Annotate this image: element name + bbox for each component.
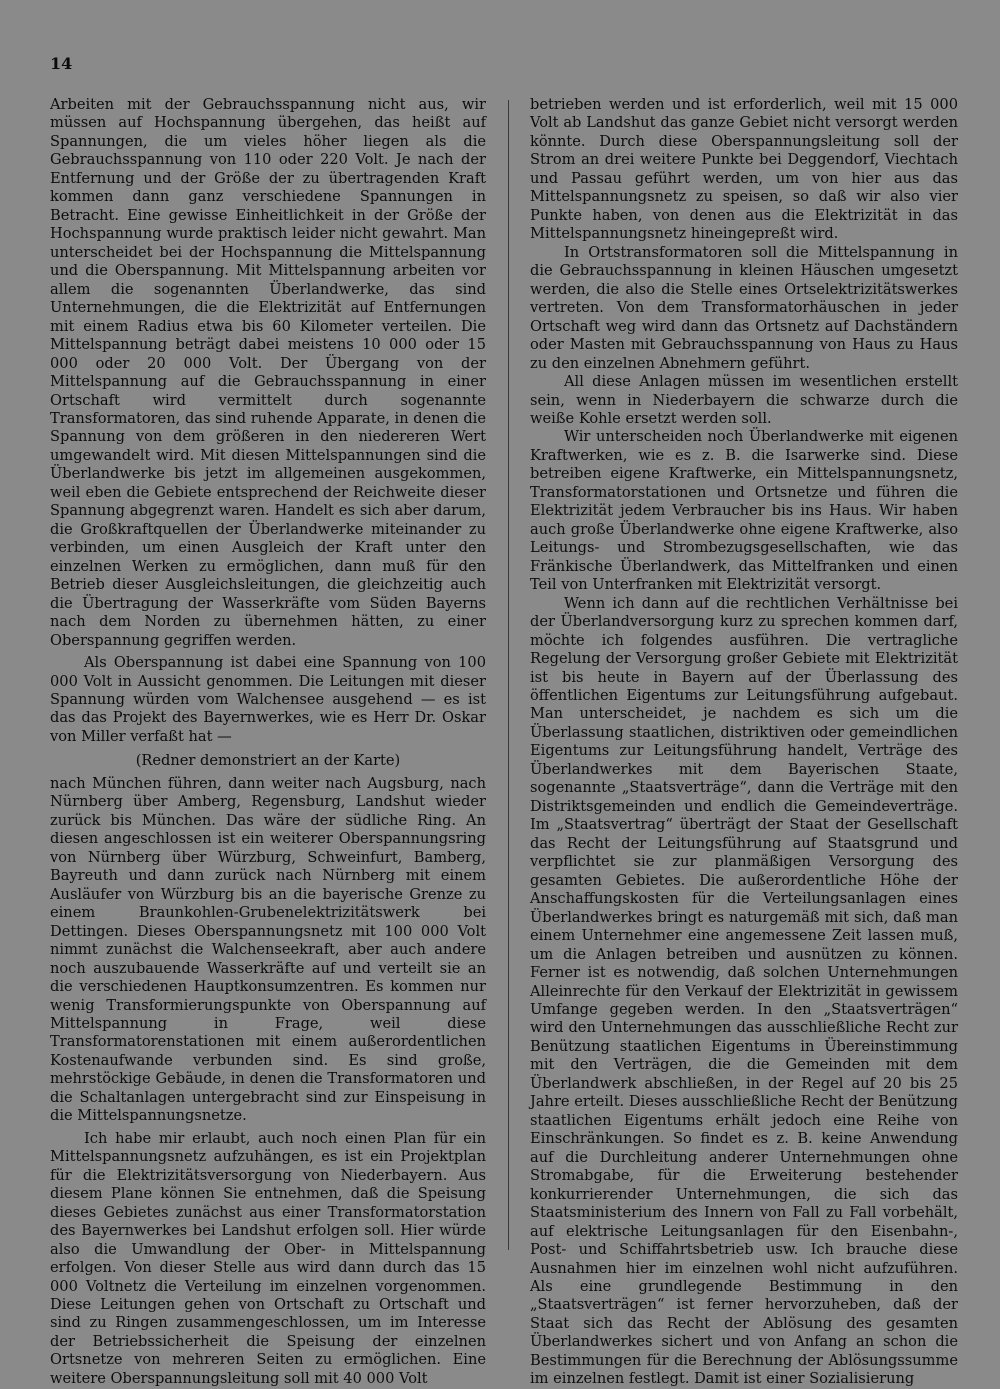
paragraph: Als Oberspannung ist dabei eine Spannung von 100 000 Volt in Aussicht genommen. Die Leitungen mit dieser Spannung würden vom Walchensee ausgehend — es ist das das Projekt des Bayernwerkes, wie es Herr Dr. Oskar von Miller verfaßt hat — [50, 654, 486, 745]
paragraph: Wir unterscheiden noch Überlandwerke mit eigenen Kraftwerken, wie es z. B. die Isarwerke sind. Diese betreiben eigene Kraftwerke, ein Mittelspannungsnetz, Transformatorstationen und Ortsnetze und führen die Elektrizität jedem Verbraucher bis ins Haus. Wir haben auch große Überlandwerke ohne eigene Kraftwerke, also Leitungs- und Strombezugsgesellschaften, wie das Fränkische Überlandwerk, das Mittelfranken und einen Teil von Unterfranken mit Elektrizität versorgt. [530, 428, 958, 594]
paragraph: Wenn ich dann auf die rechtlichen Verhältnisse bei der Überlandversorgung kurz zu sprechen kommen darf, möchte ich folgendes ausführen. Die vertragliche Regelung der Versorgung großer Gebiete mit Elektrizität ist bis heute in Bayern auf der Überlassung des öffentlichen Eigentums zur Leitungsführung aufgebaut. Man unterscheidet, je nachdem es sich um die Überlassung staatlichen, distriktiven oder gemeindlichen Eigentums zur Leitungsführung handelt, Verträge des Überlandwerkes mit dem Bayerischen Staate, sogenannte „Staatsverträge“, dann die Verträge mit den Distriktsgemeinden und endlich die Gemeindeverträge. Im „Staatsvertrag“ überträgt der Staat der Gesellschaft das Recht der Leitungsführung auf Staatsgrund und verpflichtet sie zur planmäßigen Versorgung des gesamten Gebietes. Die außerordentliche Höhe der Anschaffungskosten für die Verteilungsanlagen eines Überlandwerkes bringt es naturgemäß mit sich, daß man einem Unternehmer eine angemessene Zeit lassen muß, um die Anlagen betreiben und ausnützen zu können. Ferner ist es notwendig, daß solchen Unternehmungen Alleinrechte für den Verkauf der Elektrizität in gewissem Umfange gegeben werden. In den „Staatsverträgen“ wird den Unternehmungen das ausschließliche Recht zur Benützung staatlichen Eigentums in Übereinstimmung mit den Verträgen, die die Gemeinden mit dem Überlandwerk abschließen, in der Regel auf 20 bis 25 Jahre erteilt. Dieses ausschließliche Recht der Benützung staatlichen Eigentums erhält jedoch eine Reihe von Einschränkungen. So findet es z. B. keine Anwendung auf die Durchleitung anderer Unternehmungen ohne Stromabgabe, für die Erweiterung bestehender konkurrierender Unternehmungen, die sich das Staatsministerium des Innern von Fall zu Fall vorbehält, auf elektrische Leitungsanlagen für den Eisenbahn-, Post- und Schiffahrtsbetrieb usw. Ich brauche diese Ausnahmen hier im einzelnen wohl nicht aufzuführen. Als eine grundlegende Bestimmung in den „Staatsverträgen“ ist ferner hervorzuheben, daß der Staat sich das Recht der Ablösung des gesamten Überlandwerkes sichert und von Anfang an schon die Bestimmungen für die Berechnung der Ablösungssumme im einzelnen festlegt. Damit ist einer Sozialisierung [530, 594, 958, 1388]
left-column [50, 96, 486, 1388]
paragraph: In Ortstransformatoren soll die Mittelspannung in die Gebrauchsspannung in kleinen Häuschen umgesetzt werden, die also die Stelle eines Ortselektrizitätswerkes vertreten. Von dem Transformatorhäuschen in jeder Ortschaft weg wird dann das Ortsnetz auf Dachständern oder Masten mit Gebrauchsspannung von Haus zu Haus zu den einzelnen Abnehmern geführt. [530, 243, 958, 372]
column-divider [508, 100, 509, 1250]
paragraph: nach München führen, dann weiter nach Augsburg, nach Nürnberg über Amberg, Regensburg, Landshut wieder zurück bis München. Das wäre der südliche Ring. An diesen angeschlossen ist ein weiterer Oberspannungsring von Nürnberg über Würzburg, Schweinfurt, Bamberg, Bayreuth und dann zurück nach Nürnberg mit einem Ausläufer von Würzburg bis an die bayerische Grenze zu einem Braunkohlen-Grubenelektrizitätswerk bei Dettingen. Dieses Oberspannungsnetz mit 100 000 Volt nimmt zunächst die Walchenseekraft, aber auch andere noch auszubauende Wasserkräfte auf und verteilt sie an die verschiedenen Hauptkonsumzentren. Es kommen nur wenig Transformierungspunkte von Oberspannung auf Mittelspannung in Frage, weil diese Transformatorenstationen mit einem außerordentlichen Kostenaufwande verbunden sind. Es sind große, mehrstöckige Gebäude, in denen die Transformatoren und die Schaltanlagen untergebracht sind zur Einspeisung in die Mittelspannungsnetze. [50, 774, 486, 1125]
paragraph: All diese Anlagen müssen im wesentlichen erstellt sein, wenn in Niederbayern die schwarze durch die weiße Kohle ersetzt werden soll. [530, 373, 958, 427]
page-number: 14 [50, 54, 73, 73]
paragraph: betrieben werden und ist erforderlich, weil mit 15 000 Volt ab Landshut das ganze Gebiet nicht versorgt werden könnte. Durch diese Oberspannungsleitung soll der Strom an drei weitere Punkte bei Deggendorf, Viechtach und Passau geführt werden, um von hier aus das Mittelspannungsnetz zu speisen, so daß wir also vier Punkte haben, von denen aus die Elektrizität in das Mittelspannungsnetz hineingepreßt wird. [530, 96, 958, 243]
paragraph: Ich habe mir erlaubt, auch noch einen Plan für ein Mittelspannungsnetz aufzuhängen, es ist ein Projektplan für die Elektrizitätsversorgung von Niederbayern. Aus diesem Plane können Sie entnehmen, daß die Speisung dieses Gebietes zunächst aus einer Transformatorstation des Bayernwerkes bei Landshut erfolgen soll. Hier würde also die Umwandlung der Ober- in Mittelspannung erfolgen. Von dieser Stelle aus wird dann durch das 15 000 Voltnetz die Verteilung im einzelnen vorgenommen. Diese Leitungen gehen von Ortschaft zu Ortschaft und sind zu Ringen zusammengeschlossen, um im Interesse der Betriebssicherheit die Speisung der einzelnen Ortsnetze von mehreren Seiten zu ermöglichen. Eine weitere Oberspannungsleitung soll mit 40 000 Volt [50, 1129, 486, 1387]
paragraph: Arbeiten mit der Gebrauchsspannung nicht aus, wir müssen auf Hochspannung übergehen, das heißt auf Spannungen, die um vieles höher liegen als die Gebrauchsspannung von 110 oder 220 Volt. Je nach der Entfernung und der Größe der zu übertragenden Kraft kommen dann ganz verschiedene Spannungen in Betracht. Eine gewisse Einheitlichkeit in der Größe der Hochspannung wurde praktisch leider nicht gewahrt. Man unterscheidet bei der Hochspannung die Mittelspannung und die Oberspannung. Mit Mittelspannung arbeiten vor allem die sogenannten Überlandwerke, das sind Unternehmungen, die die Elektrizität auf Entfernungen mit einem Radius etwa bis 60 Kilometer verteilen. Die Mittelspannung beträgt dabei meistens 10 000 oder 15 000 oder 20 000 Volt. Der Übergang von der Mittelspannung auf die Gebrauchsspannung in einer Ortschaft wird vermittelt durch sogenannte Transformatoren, das sind ruhende Apparate, in denen die Spannung von dem größeren in den niedereren Wert umgewandelt wird. Mit diesen Mittelspannungen sind die Überlandwerke bis jetzt im allgemeinen ausgekommen, weil eben die Gebiete entsprechend der Reichweite dieser Spannung abgegrenzt waren. Handelt es sich aber darum, die Großkraftquellen der Überlandwerke miteinander zu verbinden, um einen Ausgleich der Kraft unter den einzelnen Werken zu ermöglichen, dann muß für den Betrieb dieser Ausgleichsleitungen, die gleichzeitig auch die Übertragung der Wasserkräfte vom Süden Bayerns nach dem Norden zu übernehmen hätten, zu einer Oberspannung gegriffen werden. [50, 96, 486, 649]
right-column [530, 96, 958, 1389]
stage-direction: (Redner demonstriert an der Karte) [135, 752, 401, 770]
